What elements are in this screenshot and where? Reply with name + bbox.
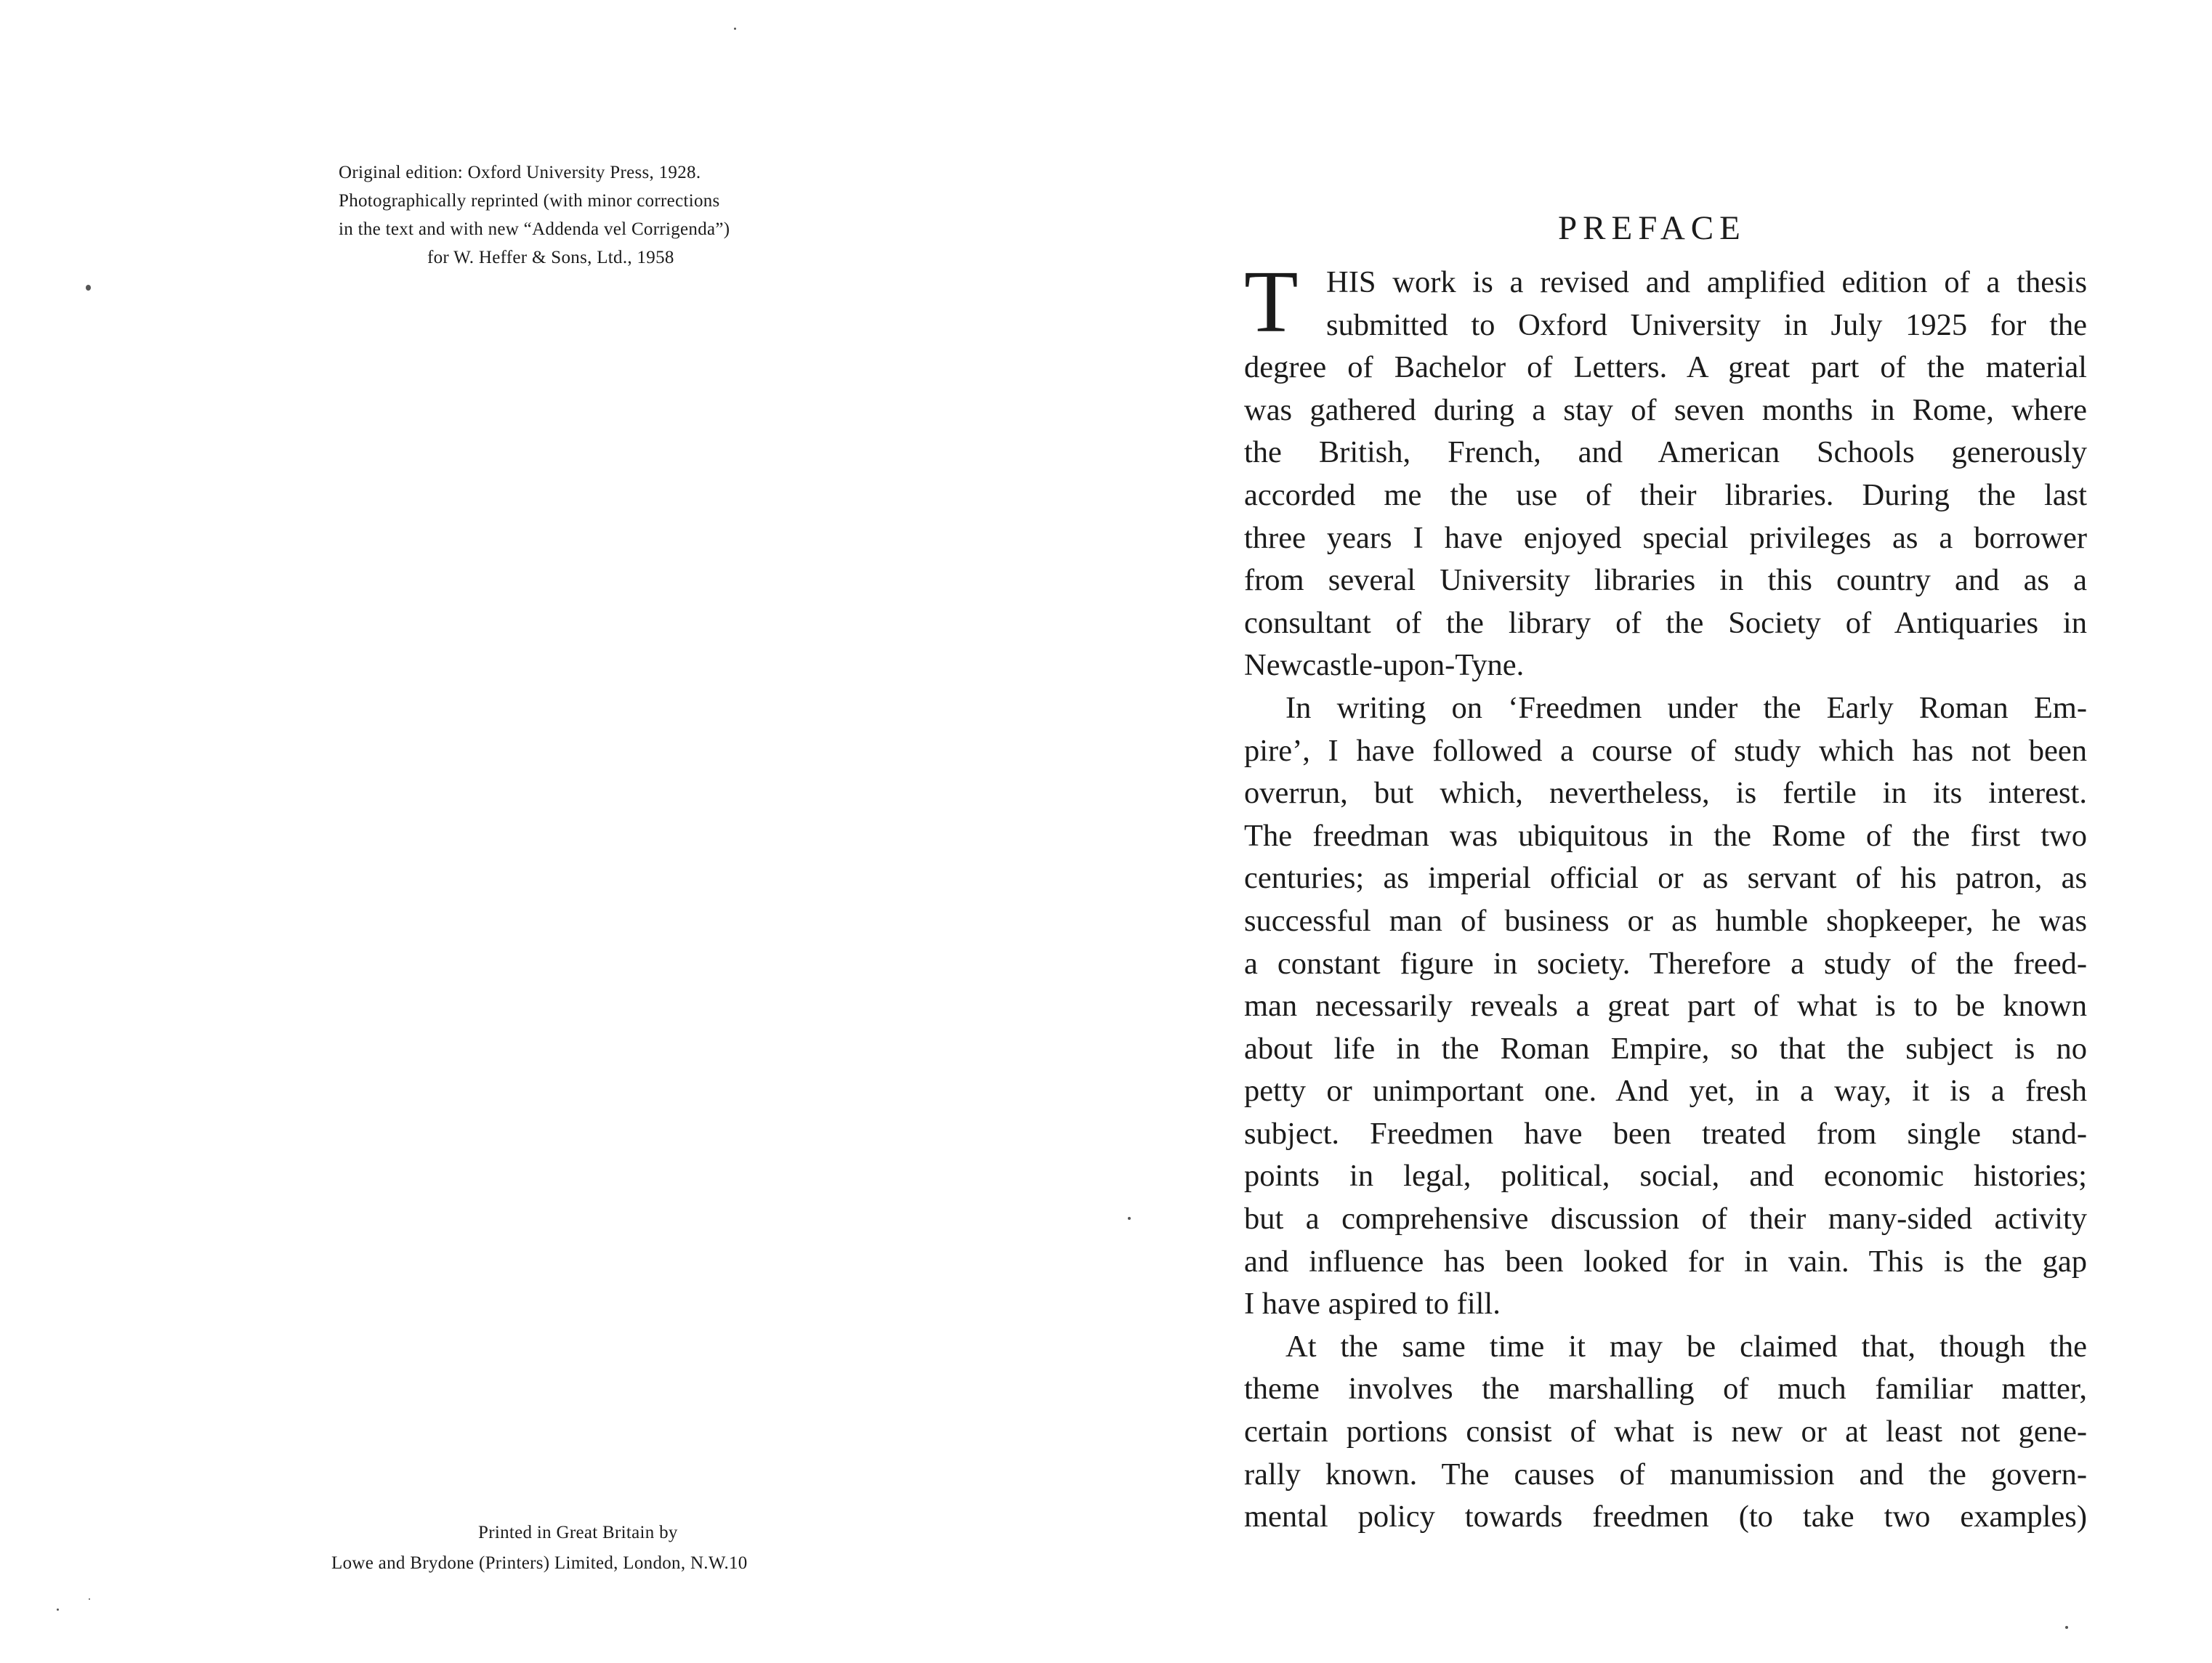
imprint-line: in the text and with new “Addenda vel Corrigenda”) [339,219,730,239]
page-title: PREFACE [1558,209,1746,247]
page-speck [57,1609,59,1611]
text-line: pire’, I have followed a course of study which has not been [1244,733,2087,768]
text-line: successful man of business or as humble shopkeeper, he was [1244,903,2087,938]
text-line: and influence has been looked for in vain. This is the gap [1244,1244,2087,1279]
text-line: the British, French, and American Schools generously [1244,435,2087,470]
text-line: but a comprehensive discussion of their many-sided activity [1244,1202,2087,1237]
text-line: mental policy towards freedmen (to take two examples) [1244,1500,2087,1534]
text-line: overrun, but which, nevertheless, is fertile in its interest. [1244,776,2087,811]
page-speck [734,28,736,30]
text-line: Newcastle-upon-Tyne. [1244,648,1525,683]
text-line: about life in the Roman Empire, so that the subject is no [1244,1031,2087,1066]
text-line: The freedman was ubiquitous in the Rome of the first two [1244,818,2087,853]
text-line: HIS work is a revised and amplified edition of a thesis [1326,265,2087,299]
printer-line: Printed in Great Britain by [478,1523,678,1542]
printer-imprint [331,1518,913,1579]
text-line: from several University libraries in this country and as a [1244,563,2087,598]
text-line: petty or unimportant one. And yet, in a way, it is a fresh [1244,1074,2087,1109]
third-paragraph [1244,1326,2087,1539]
page-speck [2065,1626,2068,1629]
printer-line: Lowe and Brydone (Printers) Limited, London, N.W.10 [331,1553,748,1573]
text-line: a constant figure in society. Therefore a study of the freed- [1244,946,2087,981]
text-line: three years I have enjoyed special privileges as a borrower [1244,520,2087,555]
imprint-line: for W. Heffer & Sons, Ltd., 1958 [427,248,674,267]
text-line: theme involves the marshalling of much familiar matter, [1244,1372,2087,1407]
text-line: I have aspired to fill. [1244,1287,1501,1322]
text-line: centuries; as imperial official or as servant of his patron, as [1244,861,2087,896]
page-speck [86,285,91,291]
edition-imprint [339,158,862,272]
first-paragraph [1244,253,2087,687]
text-line: was gathered during a stay of seven months in Rome, where [1244,392,2087,427]
text-line: certain portions consist of what is new or at least not gene- [1244,1415,2087,1449]
text-line: degree of Bachelor of Letters. A great part of the material [1244,350,2087,385]
imprint-line: Original edition: Oxford University Press, 1928. [339,163,701,182]
second-paragraph [1244,687,2087,1326]
page-speck [1128,1217,1131,1220]
page-speck [89,1598,90,1600]
imprint-line: Photographically reprinted (with minor corrections [339,191,720,211]
text-line: points in legal, political, social, and economic histories; [1244,1159,2087,1194]
text-line: consultant of the library of the Society of Antiquaries in [1244,605,2087,640]
text-line: rally known. The causes of manumission and the govern- [1244,1457,2087,1492]
text-line: In writing on ‘Freedmen under the Early Roman Em- [1285,690,2087,725]
text-line: accorded me the use of their libraries. During the last [1244,477,2087,512]
text-line: At the same time it may be claimed that, though the [1285,1329,2087,1364]
drop-cap: T [1244,253,1299,351]
preface-body [1244,253,2087,1539]
text-line: man necessarily reveals a great part of what is to be known [1244,989,2087,1024]
text-line: submitted to Oxford University in July 1925 for the [1326,307,2087,342]
text-line: subject. Freedmen have been treated from single stand- [1244,1116,2087,1151]
